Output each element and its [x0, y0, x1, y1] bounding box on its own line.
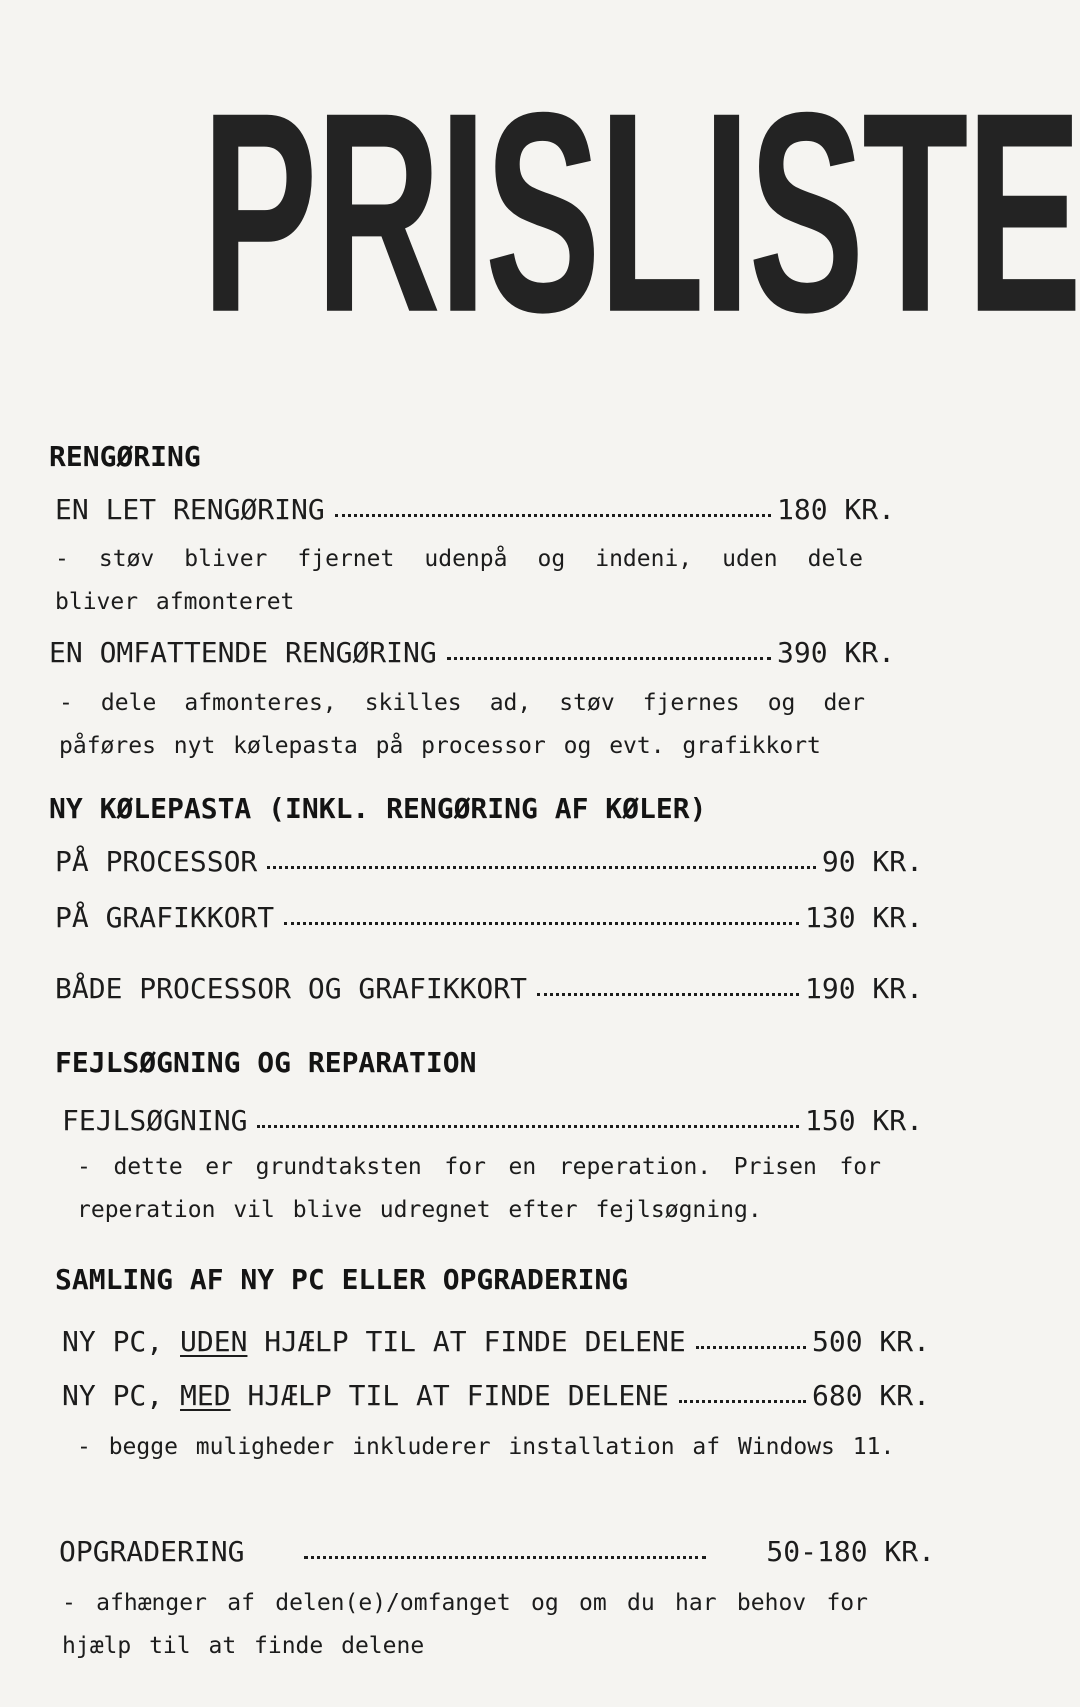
price-item-build-with-help: [62, 1379, 930, 1413]
section-heading-thermal-paste: NY KØLEPASTA (INKL. RENGØRING AF KØLER): [49, 792, 707, 825]
build-note: - begge muligheder inkluderer installation af Windows 11.: [77, 1434, 895, 1460]
item-description: - dette er grundtaksten for en reperation. Prisen for reperation vil blive udregnet efter fejlsøgning.: [77, 1154, 881, 1223]
dot-leader: [304, 1556, 706, 1559]
item-price: 680 KR.: [811, 1379, 930, 1412]
dot-leader: [679, 1400, 806, 1403]
dot-leader: [267, 866, 816, 869]
item-price: 190 KR.: [804, 972, 923, 1005]
dot-leader: [284, 922, 799, 925]
price-item-paste-gpu: [55, 901, 923, 935]
item-name: FEJLSØGNING: [62, 1104, 248, 1137]
item-name: PÅ GRAFIKKORT: [55, 901, 275, 934]
price-item-build-without-help: [62, 1325, 930, 1359]
item-price: 390 KR.: [776, 636, 895, 669]
page-title: PRISLISTE: [201, 52, 1080, 372]
price-item-upgrade: [59, 1535, 935, 1569]
dot-leader: [335, 514, 771, 517]
item-name: NY PC, MED HJÆLP TIL AT FINDE DELENE: [62, 1379, 669, 1412]
item-price: 130 KR.: [804, 901, 923, 934]
dot-leader: [537, 993, 799, 996]
item-description: - dele afmonteres, skilles ad, støv fjernes og der påføres nyt kølepasta på processor og evt. grafikkort: [59, 690, 865, 759]
item-price: 150 KR.: [804, 1104, 923, 1137]
item-name: BÅDE PROCESSOR OG GRAFIKKORT: [55, 972, 528, 1005]
item-description: - afhænger af delen(e)/omfanget og om du har behov for hjælp til at finde delene: [62, 1590, 868, 1659]
item-price: 500 KR.: [811, 1325, 930, 1358]
item-price: 90 KR.: [821, 845, 923, 878]
emphasis: MED: [180, 1379, 231, 1412]
dot-leader: [696, 1346, 806, 1349]
emphasis: UDEN: [180, 1325, 248, 1358]
item-name: OPGRADERING: [59, 1535, 245, 1568]
price-item-diagnosis: [62, 1104, 923, 1138]
price-item-paste-cpu: [55, 845, 923, 879]
section-heading-repair: FEJLSØGNING OG REPARATION: [55, 1046, 477, 1079]
item-price: 180 KR.: [776, 493, 895, 526]
price-item-full-cleaning: [49, 636, 895, 670]
item-price: 50-180 KR.: [766, 1535, 935, 1568]
item-description: - støv bliver fjernet udenpå og indeni, uden dele bliver afmonteret: [55, 546, 863, 615]
item-name: PÅ PROCESSOR: [55, 845, 258, 878]
dot-leader: [447, 657, 771, 660]
item-name: EN OMFATTENDE RENGØRING: [49, 636, 437, 669]
price-item-light-cleaning: [55, 493, 895, 527]
item-name: NY PC, UDEN HJÆLP TIL AT FINDE DELENE: [62, 1325, 686, 1358]
dot-leader: [257, 1125, 799, 1128]
price-item-paste-both: [55, 972, 923, 1006]
section-heading-cleaning: RENGØRING: [49, 440, 201, 473]
section-heading-build: SAMLING AF NY PC ELLER OPGRADERING: [55, 1263, 629, 1296]
item-name: EN LET RENGØRING: [55, 493, 325, 526]
